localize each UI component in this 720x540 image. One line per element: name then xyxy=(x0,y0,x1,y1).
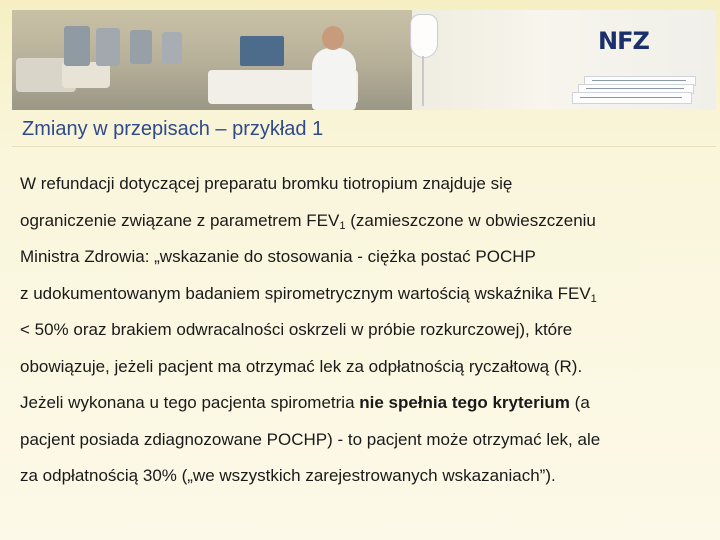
text-run: (zamieszczone w obwieszczeniu xyxy=(345,210,596,230)
iv-bag-image xyxy=(410,14,438,58)
text-line xyxy=(20,312,710,349)
dialysis-machine-image xyxy=(64,26,90,66)
text-line xyxy=(20,239,710,276)
body-paragraph xyxy=(20,385,710,495)
nfz-logo: NFZ xyxy=(598,27,649,55)
text-line xyxy=(20,276,710,313)
text-line xyxy=(20,385,710,422)
subscript-text: 1 xyxy=(590,292,597,305)
text-run: Jeżeli wykonana u tego pacjenta spirometria xyxy=(20,393,360,412)
text-line xyxy=(20,166,710,203)
text-run: W refundacji dotyczącej preparatu bromku tiotropium znajduje się xyxy=(20,174,513,193)
text-run: pacjent posiada zdiagnozowane POCHP) - to pacjent może otrzymać lek, ale xyxy=(20,429,601,449)
dialysis-machine-image xyxy=(130,30,152,64)
text-line xyxy=(20,458,710,495)
text-line xyxy=(20,422,710,459)
text-line xyxy=(20,349,710,386)
nurse-head-image xyxy=(322,26,344,50)
text-run: (a xyxy=(569,393,590,412)
body-paragraph xyxy=(20,166,710,385)
iv-line-image xyxy=(422,56,424,106)
subscript-text: 1 xyxy=(339,219,346,232)
text-run: Ministra Zdrowia: „wskazanie do stosowania - ciężka postać POCHP xyxy=(20,247,536,266)
slide-title: Zmiany w przepisach – przykład 1 xyxy=(22,118,324,140)
document-line xyxy=(586,88,684,89)
title-divider xyxy=(12,146,716,147)
document-line xyxy=(592,80,686,81)
text-run: < 50% oraz brakiem odwracalności oskrzeli w próbie rozkurczowej), które xyxy=(20,320,573,339)
text-run: z udokumentowanym badaniem spirometrycznym wartością wskaźnika FEV xyxy=(20,283,591,303)
document-line xyxy=(580,97,682,98)
slide-body-text xyxy=(20,166,710,495)
nurse-figure-image xyxy=(312,48,356,110)
text-run: obowiązuje, jeżeli pacjent ma otrzymać lek za odpłatnością ryczałtową (R). xyxy=(20,356,583,376)
bold-text: nie spełnia tego kryterium xyxy=(359,393,570,412)
text-run: za odpłatnością 30% („we wszystkich zarejestrowanych wskazaniach”). xyxy=(20,466,556,485)
text-run: ograniczenie związane z parametrem FEV xyxy=(20,210,340,230)
dialysis-machine-image xyxy=(96,28,120,66)
dialysis-machine-image xyxy=(162,32,182,64)
monitor-screen-image xyxy=(240,36,284,66)
document-stack-image xyxy=(572,92,692,104)
text-line xyxy=(20,203,710,240)
header-photo-banner xyxy=(12,10,716,110)
